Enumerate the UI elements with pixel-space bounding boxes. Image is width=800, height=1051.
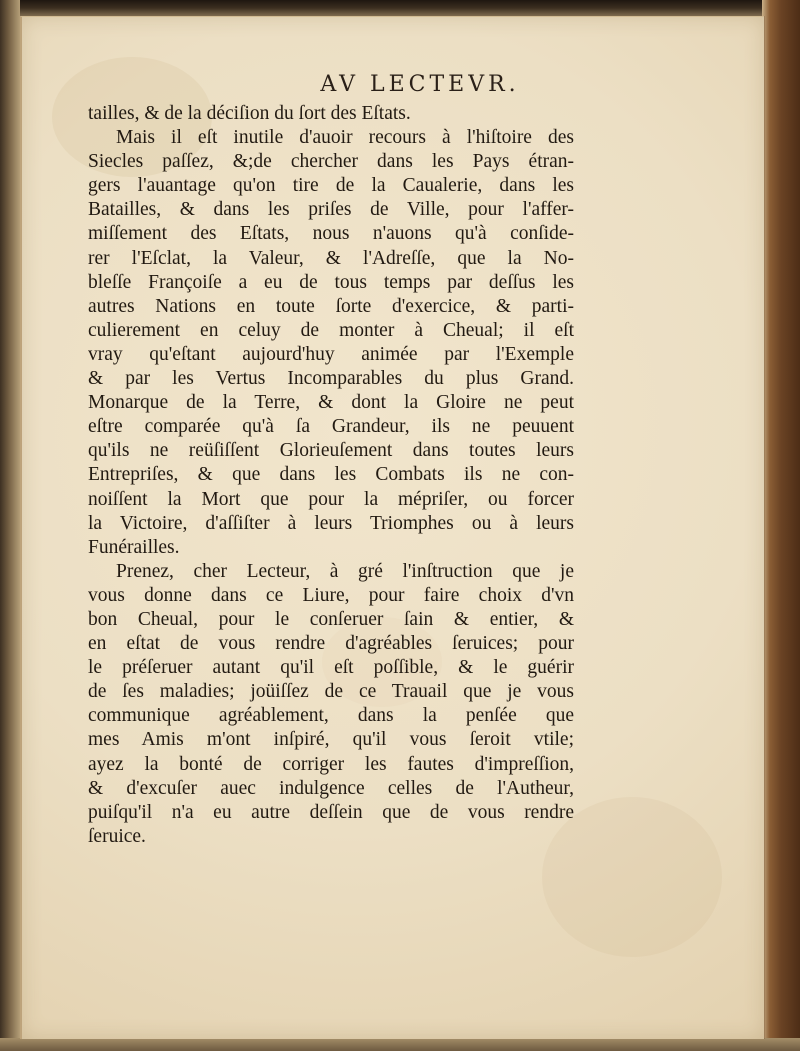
text-line: tailles, & de la déciſion du ſort des Eſtats. bbox=[88, 103, 411, 124]
text-line: le préſeruer autant qu'il eſt poſſible, & le guérir bbox=[88, 657, 574, 679]
text-line: vray qu'eſtant aujourd'huy animée par l'Exemple bbox=[88, 343, 574, 365]
text-line: Funérailles. bbox=[88, 536, 180, 558]
text-line: rer l'Eſclat, la Valeur, & l'Adreſſe, que la No- bbox=[88, 247, 574, 269]
text-line: de ſes maladies; joüiſſez de ce Trauail que je vous bbox=[88, 681, 574, 703]
text-line: Entrepriſes, & que dans les Combats ils ne con- bbox=[88, 464, 574, 486]
text-line: vous donne dans ce Liure, pour faire choix d'vn bbox=[88, 584, 574, 606]
top-book-edge bbox=[0, 0, 800, 16]
text-line: Prenez, cher Lecteur, à gré l'inſtruction que je bbox=[116, 560, 574, 582]
text-line: & par les Vertus Incomparables du plus Grand. bbox=[88, 368, 574, 390]
text-line: noiſſent la Mort que pour la mépriſer, ou forcer bbox=[88, 488, 574, 510]
text-line: bleſſe Françoiſe a eu de tous temps par deſſus les bbox=[88, 271, 574, 293]
bottom-book-edge bbox=[0, 1038, 800, 1051]
text-line: culierement en celuy de monter à Cheual; il eſt bbox=[88, 319, 574, 341]
text-line: qu'ils ne reüſiſſent Glorieuſement dans toutes leurs bbox=[88, 440, 574, 462]
page-text bbox=[88, 102, 574, 849]
text-line: communique agréablement, dans la penſée que bbox=[88, 705, 574, 727]
text-line: & d'excuſer auec indulgence celles de l'Autheur, bbox=[88, 777, 574, 799]
text-line: eſtre comparée qu'à ſa Grandeur, ils ne peuuent bbox=[88, 416, 574, 438]
running-header bbox=[0, 72, 800, 97]
text-line: Batailles, & dans les priſes de Ville, pour l'affer- bbox=[88, 199, 574, 221]
text-line: ſeruice. bbox=[88, 825, 146, 847]
left-page-edge bbox=[0, 0, 20, 1051]
text-line: bon Cheual, pour le conſeruer ſain & entier, & bbox=[88, 608, 574, 630]
text-line: gers l'auantage qu'on tire de la Caualerie, dans les bbox=[88, 175, 574, 197]
text-line: autres Nations en toute ſorte d'exercice, & parti- bbox=[88, 295, 574, 317]
text-line: miſſement des Eſtats, nous n'auons qu'à conſide- bbox=[88, 223, 574, 245]
text-line: mes Amis m'ont inſpiré, qu'il vous ſeroit vtile; bbox=[88, 729, 574, 751]
text-line: ayez la bonté de corriger les fautes d'impreſſion, bbox=[88, 753, 574, 775]
text-line: en eſtat de vous rendre d'agréables ſeruices; pour bbox=[88, 633, 574, 655]
running-title: AV LECTEVR. bbox=[320, 72, 520, 97]
text-line: la Victoire, d'aſſiſter à leurs Triomphes ou à leurs bbox=[88, 512, 574, 534]
book-binding-edge bbox=[762, 0, 800, 1051]
text-line: Monarque de la Terre, & dont la Gloire ne peut bbox=[88, 392, 574, 414]
text-line: puiſqu'il n'a eu autre deſſein que de vous rendre bbox=[88, 801, 574, 823]
text-line: Siecles paſſez, &;de chercher dans les Pays étran- bbox=[88, 151, 574, 173]
text-line: Mais il eſt inutile d'auoir recours à l'hiſtoire des bbox=[116, 127, 574, 149]
